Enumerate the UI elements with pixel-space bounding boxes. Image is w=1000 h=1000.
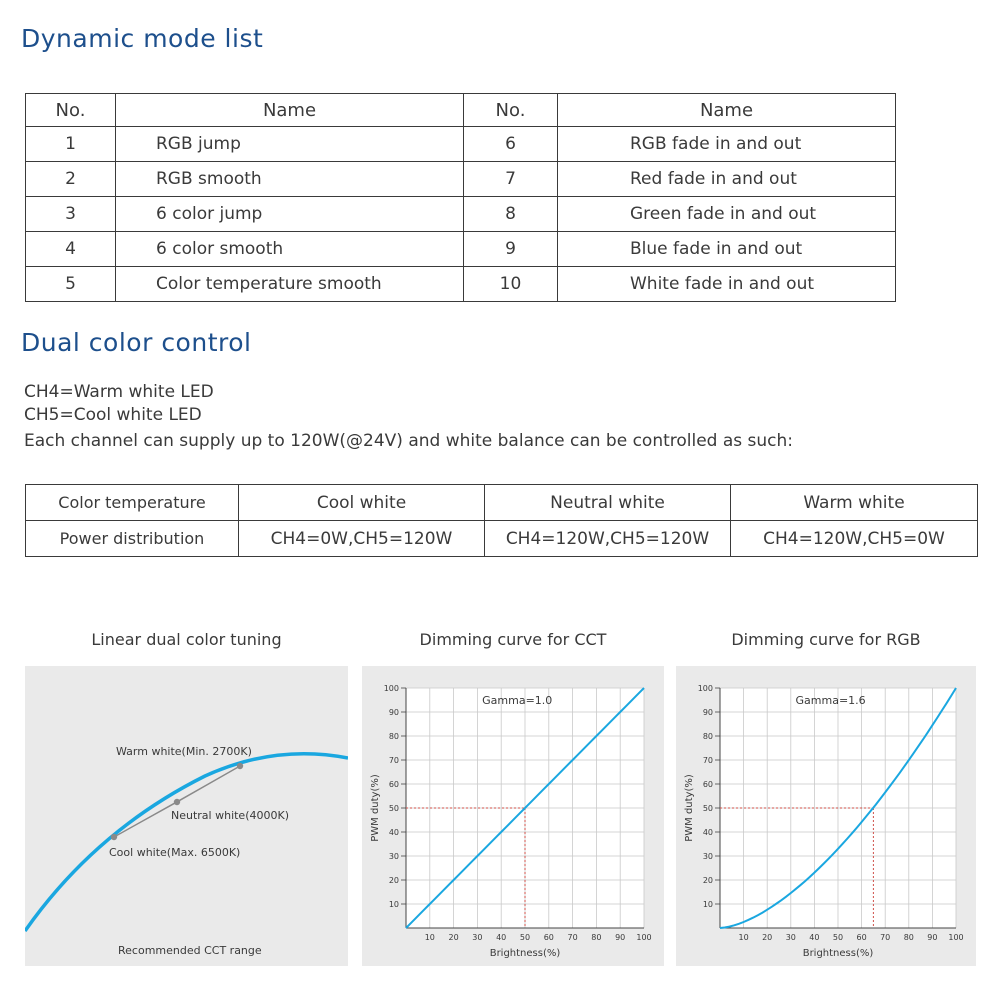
mode-number: 1 xyxy=(26,127,116,162)
x-tick-label: 60 xyxy=(856,933,867,942)
mode-name: White fade in and out xyxy=(558,267,896,302)
x-tick-label: 80 xyxy=(591,933,602,942)
rgb-dimming-chart xyxy=(676,666,976,966)
dynamic-mode-table xyxy=(25,93,896,302)
y-tick-label: 10 xyxy=(388,900,399,909)
x-tick-label: 50 xyxy=(519,933,531,942)
warm-white-label: Warm white(Min. 2700K) xyxy=(116,745,252,758)
cool-white-point xyxy=(111,834,117,840)
mode-number: 4 xyxy=(26,232,116,267)
mode-name: Red fade in and out xyxy=(558,162,896,197)
x-tick-label: 60 xyxy=(543,933,554,942)
neutral-white-header: Neutral white xyxy=(485,485,731,521)
mode-number: 7 xyxy=(464,162,558,197)
gamma-annotation: Gamma=1.6 xyxy=(795,694,866,707)
warm-white-power: CH4=120W,CH5=0W xyxy=(731,521,978,557)
cct-chart-title: Dimming curve for CCT xyxy=(419,630,607,649)
cool-white-power: CH4=0W,CH5=120W xyxy=(239,521,485,557)
ch4-line: CH4=Warm white LED xyxy=(24,382,214,402)
x-tick-label: 80 xyxy=(903,933,914,942)
x-tick-label: 100 xyxy=(948,933,964,942)
x-tick-label: 40 xyxy=(496,933,507,942)
x-tick-label: 40 xyxy=(809,933,820,942)
neutral-white-point xyxy=(174,799,180,805)
header-no-2: No. xyxy=(464,94,558,127)
x-tick-label: 20 xyxy=(762,933,773,942)
mode-name: 6 color smooth xyxy=(116,232,464,267)
table-header-row xyxy=(26,94,896,127)
x-tick-label: 50 xyxy=(832,933,844,942)
tuning-title: Linear dual color tuning xyxy=(91,630,282,649)
x-tick-label: 30 xyxy=(785,933,796,942)
x-tick-label: 100 xyxy=(636,933,652,942)
y-tick-label: 80 xyxy=(388,732,399,741)
y-axis-label: PWM duty(%) xyxy=(370,774,381,842)
neutral-white-power: CH4=120W,CH5=120W xyxy=(485,521,731,557)
y-axis-label: PWM duty(%) xyxy=(684,774,695,842)
x-tick-label: 90 xyxy=(615,933,626,942)
y-tick-label: 70 xyxy=(388,756,399,765)
dual-color-title: Dual color control xyxy=(21,328,252,357)
header-name-2: Name xyxy=(558,94,896,127)
dynamic-mode-title: Dynamic mode list xyxy=(21,24,264,53)
table-row xyxy=(26,485,978,521)
y-tick-label: 60 xyxy=(388,780,399,789)
mode-name: Green fade in and out xyxy=(558,197,896,232)
y-tick-label: 40 xyxy=(388,828,399,837)
mode-name: RGB fade in and out xyxy=(558,127,896,162)
color-temperature-label: Color temperature xyxy=(26,485,239,521)
y-tick-label: 30 xyxy=(702,852,713,861)
cct-dimming-chart xyxy=(362,666,664,966)
y-tick-label: 100 xyxy=(383,684,399,693)
x-tick-label: 10 xyxy=(424,933,435,942)
y-tick-label: 40 xyxy=(702,828,713,837)
mode-name: Color temperature smooth xyxy=(116,267,464,302)
table-row xyxy=(26,521,978,557)
table-row xyxy=(26,197,896,232)
x-tick-label: 70 xyxy=(567,933,578,942)
y-tick-label: 80 xyxy=(702,732,713,741)
table-row xyxy=(26,267,896,302)
table-row xyxy=(26,127,896,162)
cool-white-header: Cool white xyxy=(239,485,485,521)
y-tick-label: 50 xyxy=(702,804,713,813)
y-tick-label: 70 xyxy=(702,756,713,765)
mode-number: 2 xyxy=(26,162,116,197)
table-row xyxy=(26,162,896,197)
rgb-chart-title: Dimming curve for RGB xyxy=(731,630,921,649)
channel-supply-line: Each channel can supply up to 120W(@24V) and white balance can be controlled as such: xyxy=(24,431,794,451)
neutral-white-label: Neutral white(4000K) xyxy=(171,809,289,822)
x-tick-label: 30 xyxy=(472,933,483,942)
y-tick-label: 10 xyxy=(702,900,713,909)
cool-white-label: Cool white(Max. 6500K) xyxy=(109,846,241,859)
cct-range-label: Recommended CCT range xyxy=(118,944,262,957)
rgb-chart-panel xyxy=(676,666,976,966)
x-axis-label: Brightness(%) xyxy=(489,948,561,959)
table-row xyxy=(26,232,896,267)
mode-name: RGB smooth xyxy=(116,162,464,197)
tuning-diagram xyxy=(25,666,348,966)
y-tick-label: 20 xyxy=(388,876,399,885)
warm-white-point xyxy=(237,763,243,769)
mode-number: 3 xyxy=(26,197,116,232)
power-distribution-label: Power distribution xyxy=(26,521,239,557)
header-name-1: Name xyxy=(116,94,464,127)
y-tick-label: 60 xyxy=(702,780,713,789)
gamma-annotation: Gamma=1.0 xyxy=(482,694,553,707)
ch5-line: CH5=Cool white LED xyxy=(24,405,202,425)
header-no-1: No. xyxy=(26,94,116,127)
mode-number: 8 xyxy=(464,197,558,232)
cct-curve xyxy=(25,754,348,931)
warm-white-header: Warm white xyxy=(731,485,978,521)
mode-number: 5 xyxy=(26,267,116,302)
y-tick-label: 90 xyxy=(702,708,713,717)
x-tick-label: 10 xyxy=(738,933,749,942)
mode-number: 9 xyxy=(464,232,558,267)
y-tick-label: 30 xyxy=(388,852,399,861)
mode-name: RGB jump xyxy=(116,127,464,162)
y-tick-label: 50 xyxy=(388,804,399,813)
tuning-panel xyxy=(25,666,348,966)
mode-number: 6 xyxy=(464,127,558,162)
y-tick-label: 100 xyxy=(697,684,713,693)
x-axis-label: Brightness(%) xyxy=(802,948,874,959)
mode-name: 6 color jump xyxy=(116,197,464,232)
cct-chart-panel xyxy=(362,666,664,966)
mode-number: 10 xyxy=(464,267,558,302)
x-tick-label: 70 xyxy=(880,933,891,942)
y-tick-label: 90 xyxy=(388,708,399,717)
x-tick-label: 90 xyxy=(927,933,938,942)
x-tick-label: 20 xyxy=(448,933,459,942)
mode-name: Blue fade in and out xyxy=(558,232,896,267)
y-tick-label: 20 xyxy=(702,876,713,885)
power-distribution-table xyxy=(25,484,978,557)
